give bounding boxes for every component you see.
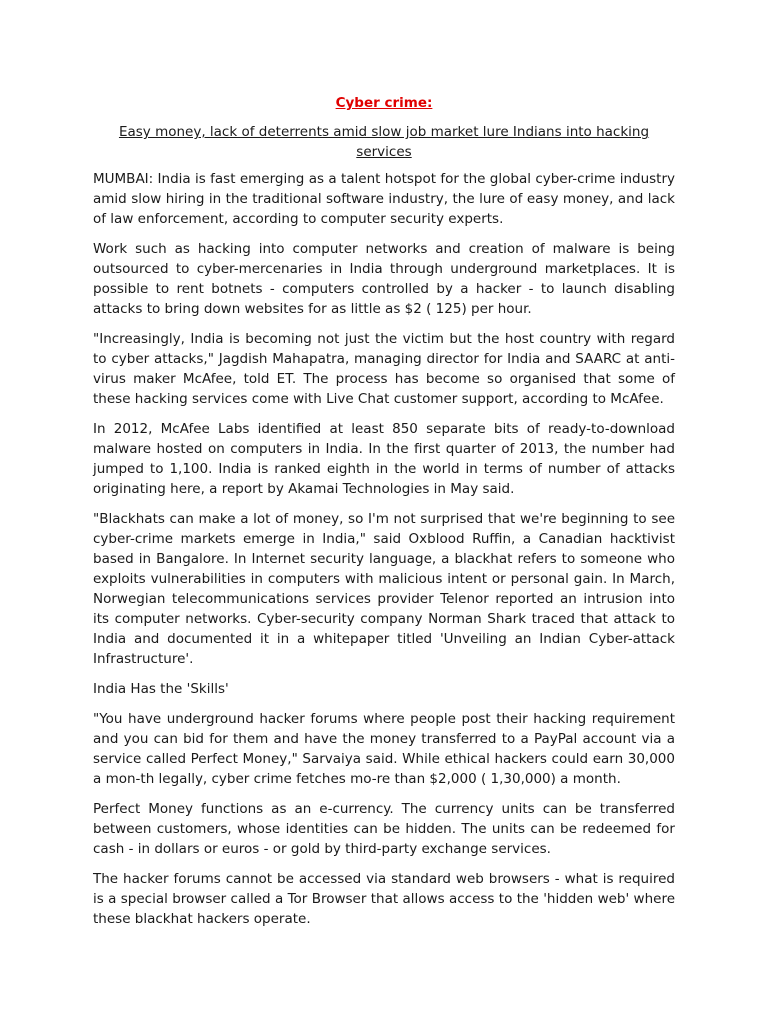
paragraph-hacker-forums: "You have underground hacker forums where people post their hacking requirement and you can bid for them and have the money transferred to a PayPal account via a service called Perfect Money," Sarvaiya said. While ethical hackers could earn 30,000 a mon-th legally, cyber crime fetches mo-re than $2,000 ( 1,30,000) a month. [93, 711, 675, 787]
paragraph-tor-browser: The hacker forums cannot be accessed via standard web browsers - what is required is a special browser called a Tor Browser that allows access to the 'hidden web' where these blackhat hackers operate. [93, 871, 675, 927]
document-subtitle: Easy money, lack of deterrents amid slow job market lure Indians into hacking services [118, 124, 650, 160]
paragraph-statistics: In 2012, McAfee Labs identified at least 850 separate bits of ready-to-download malware hosted on computers in India. In the first quarter of 2013, the number had jumped to 1,100. India is ranked eighth in the world in terms of number of attacks originating here, a report by Akamai Technologies in May said. [93, 421, 675, 497]
paragraph-outsourcing: Work such as hacking into computer networks and creation of malware is being outsourced to cyber-mercenaries in India through underground marketplaces. It is possible to rent botnets - computers controlled by a hacker - to launch disabling attacks to bring down websites for as little as $2 ( 125) per hour. [93, 241, 675, 317]
document-title: Cyber crime: [335, 95, 433, 111]
paragraph-blackhats: "Blackhats can make a lot of money, so I'm not surprised that we're beginning to see cyber-crime markets emerge in India," said Oxblood Ruffin, a Canadian hacktivist based in Bangalore. In Internet security language, a blackhat refers to someone who exploits vulnerabilities in computers with malicious intent or personal gain. In March, Norwegian telecommunications services provider Telenor reported an intrusion into its computer networks. Cyber-security company Norman Shark traced that attack to India and documented it in a whitepaper titled 'Unveiling an Indian Cyber-attack Infrastructure'. [93, 511, 675, 667]
paragraph-mcafee-quote: "Increasingly, India is becoming not just the victim but the host country with regard to cyber attacks," Jagdish Mahapatra, managing director for India and SAARC at anti-virus maker McAfee, told ET. The process has become so organised that some of these hacking services come with Live Chat customer support, according to McAfee. [93, 331, 675, 407]
paragraph-perfect-money: Perfect Money functions as an e-currency. The currency units can be transferred between customers, whose identities can be hidden. The units can be redeemed for cash - in dollars or euros - or gold by third-party exchange services. [93, 801, 675, 857]
paragraph-intro: MUMBAI: India is fast emerging as a talent hotspot for the global cyber-crime industry amid slow hiring in the traditional software industry, the lure of easy money, and lack of law enforcement, according to computer security experts. [93, 171, 675, 227]
section-heading-skills: India Has the 'Skills' [93, 681, 229, 697]
